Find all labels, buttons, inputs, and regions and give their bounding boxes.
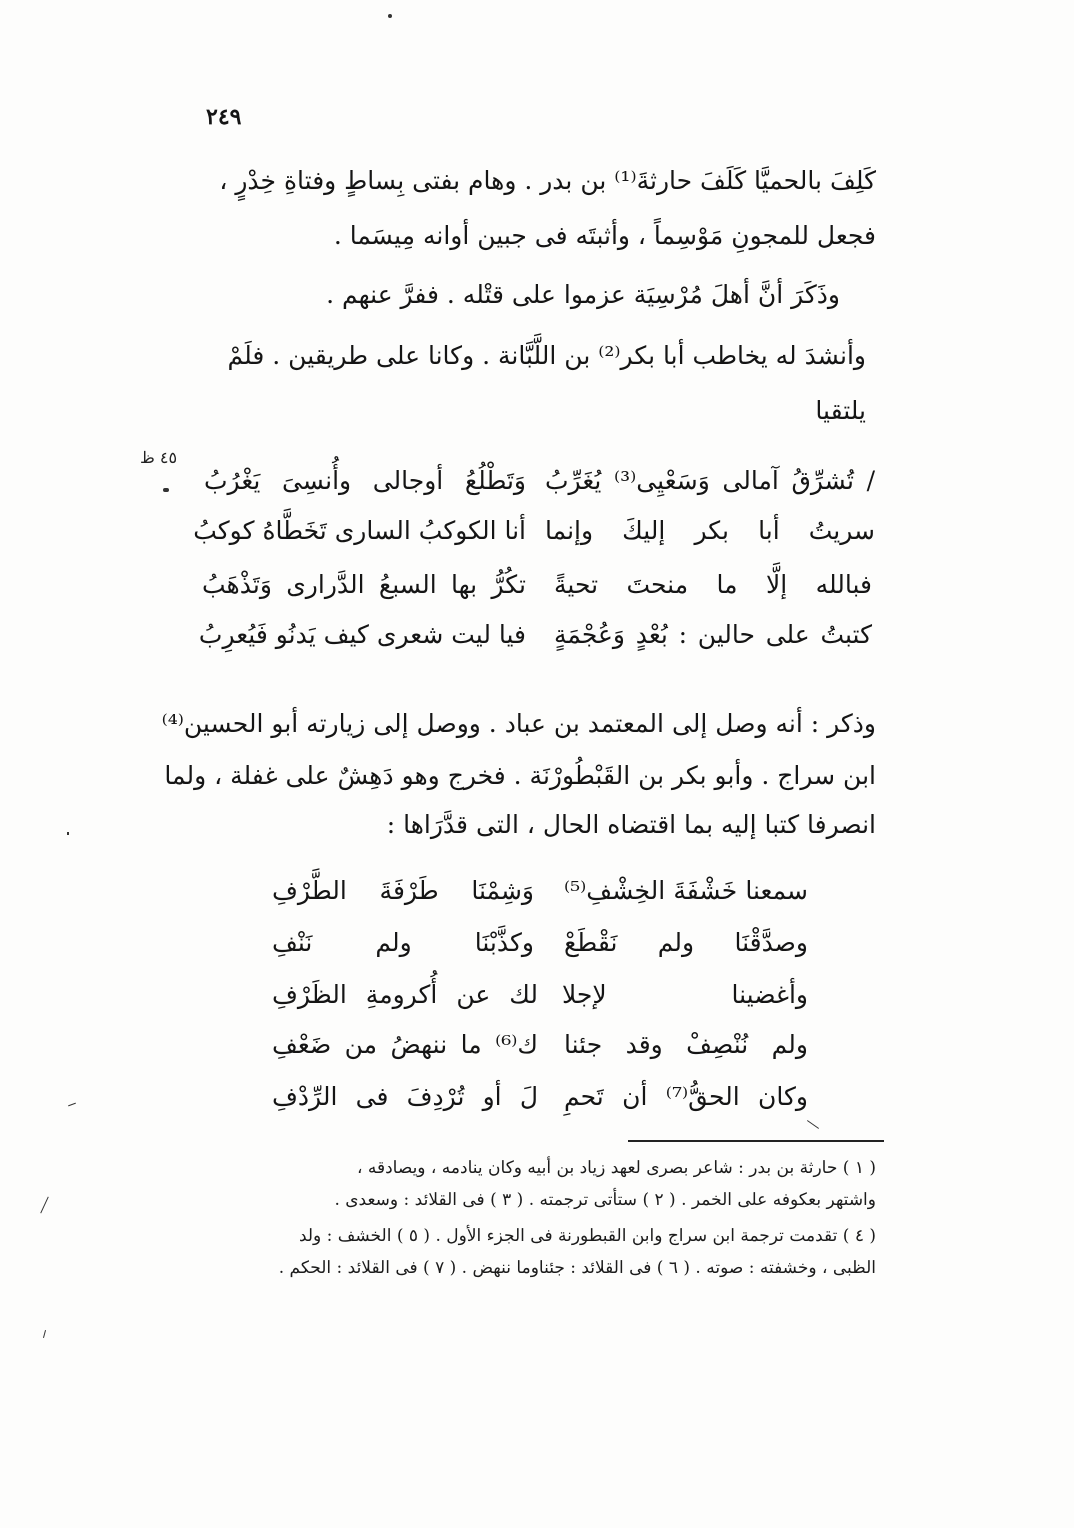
poem-2-hemistich-first: وكان الحقُّ⁽⁷⁾ أن تَحمِ <box>564 1082 808 1111</box>
scan-speck <box>67 832 69 835</box>
poem-1-hemistich-first: كتبتُ على حالين : بُعْدٍ وَعُجْمَةٍ <box>554 620 872 649</box>
poem-1-hemistich-second: وَتَطْلُعُ أوجالى وأُنسِىَ يَغْرُبُ <box>204 466 526 495</box>
poem-1-hemistich-second: تكُرُّ بها السبعُ الدَّرارى وَتَذْهَبُ <box>202 570 526 599</box>
intro-line-2: فجعل للمجونِ مَوْسِماً ، وأثبتَه فى جبين أوانه مِيسَما . <box>333 221 876 250</box>
footnote-line-2: واشتهر بعكوفه على الخمر . ( ٢ ) ستأتى ترجمته . ( ٣ ) فى القلائد : وسعدى . <box>334 1190 876 1210</box>
paragraph-addressing-line-2: يلتقيا <box>815 396 866 425</box>
poem-2-hemistich-second: وكذَّبْنَا ولم نَنْفِ <box>272 928 534 957</box>
footnote-line-1: ( ١ ) حارثة بن بدر : شاعر بصرى لعهد زياد بن أبيه وكان ينادمه ، ويصادقه ، <box>356 1158 876 1178</box>
poem-2-hemistich-first: وصدَّقْنَا ولم نَقْطَعْ <box>564 928 808 957</box>
poem-2-verse <box>0 1030 1074 1074</box>
scan-speck <box>388 14 392 18</box>
poem-2-hemistich-second: لَ أو تُرْدِفَ فى الرِّدْفِ <box>272 1082 538 1111</box>
poem-2-verse <box>0 928 1074 972</box>
paragraph-murcia: وذَكَرَ أنَّ أهلَ مُرْسِيَة عزموا على قتْله . ففرَّ عنهم . <box>326 280 840 309</box>
poem-2-hemistich-first: سمعنا خَشْفَةَ الخِشْفِ⁽⁵⁾ <box>564 876 808 905</box>
poem-2-hemistich-second: وَشِمْنَا طَرْفَةَ الطَّرْفِ <box>272 876 534 905</box>
poem-2-hemistich-first: ولم نُنْصِفْ وقد جئنا <box>564 1030 808 1059</box>
footnote-line-4: الظبى ، وخشفته : صوته . ( ٦ ) فى القلائد : جئناوما ننهض . ( ٧ ) فى القلائد : الحكم . <box>278 1258 876 1278</box>
poem-2-verse <box>0 980 1074 1024</box>
scan-speck <box>43 1330 46 1338</box>
poem-1-hemistich-second: أنا الكوكبُ السارى تَخَطَّاهُ كوكبُ <box>193 516 526 545</box>
poem-1-hemistich-first: / تُشرِّقُ آمالى وَسَعْيِى⁽³⁾ يُغَرِّبُ <box>545 466 875 495</box>
poem-1-verse <box>0 620 1074 664</box>
poem-1-verse <box>0 466 1074 510</box>
poem-2-verse <box>0 1082 1074 1126</box>
paragraph-addressing-line-1: وأنشدَ له يخاطب أبا بكر⁽²⁾ بن اللَّبَّانة . وكانا على طريقين . فلَمْ <box>227 341 866 370</box>
poem-1-verse <box>0 516 1074 560</box>
poem-1-hemistich-first: سريتُ أبا بكر إليكَ وإنما <box>545 516 875 545</box>
paragraph-visit-line-1: وذكر : أنه وصل إلى المعتمد بن عباد . ووصل إلى زيارته أبو الحسين⁽⁴⁾ <box>161 709 876 738</box>
page-number: ٢٤٩ <box>206 104 242 130</box>
poem-2-hemistich-second: ك⁽⁶⁾ ما ننهضُ من ضَعْفِ <box>272 1030 538 1059</box>
paragraph-visit-line-2: ابن سراج . وأبو بكر بن القَبْطُورْنَة . فخرج وهو دَهِشٌ على غفلة ، ولما <box>164 761 876 790</box>
scan-speck <box>163 488 169 492</box>
poem-1-hemistich-first: فبالله إلَّا ما منحتَ تحيةً <box>554 570 872 599</box>
poem-1-hemistich-second: فيا ليت شعرى كيف يَدنُو فَيُعرِبُ <box>198 620 526 649</box>
footnote-separator <box>628 1140 884 1142</box>
footnote-line-3: ( ٤ ) تقدمت ترجمة ابن سراج وابن القبطورنة فى الجزء الأول . ( ٥ ) الخشف : ولد <box>298 1226 876 1246</box>
intro-line-1: كَلِفَ بالحميَّا كَلَفَ حارثةَ⁽¹⁾ بن بدر . وهام بفتى بِساطٍ وفتاةِ خِدْرٍ ، <box>219 166 876 195</box>
manuscript-folio-note: ٤٥ ظ <box>140 448 178 467</box>
poem-1-verse <box>0 570 1074 614</box>
poem-2-hemistich-second: لك عن أُكرومةِ الظَرْفِ <box>272 980 538 1009</box>
paragraph-visit-line-3: انصرفا كتبا إليه بما اقتضاه الحال ، التى قدَّرَاها : <box>386 810 876 839</box>
poem-2-verse <box>0 876 1074 920</box>
scan-speck <box>40 1197 49 1214</box>
poem-2-hemistich-first: وأغضينا لإجلا <box>562 980 808 1009</box>
